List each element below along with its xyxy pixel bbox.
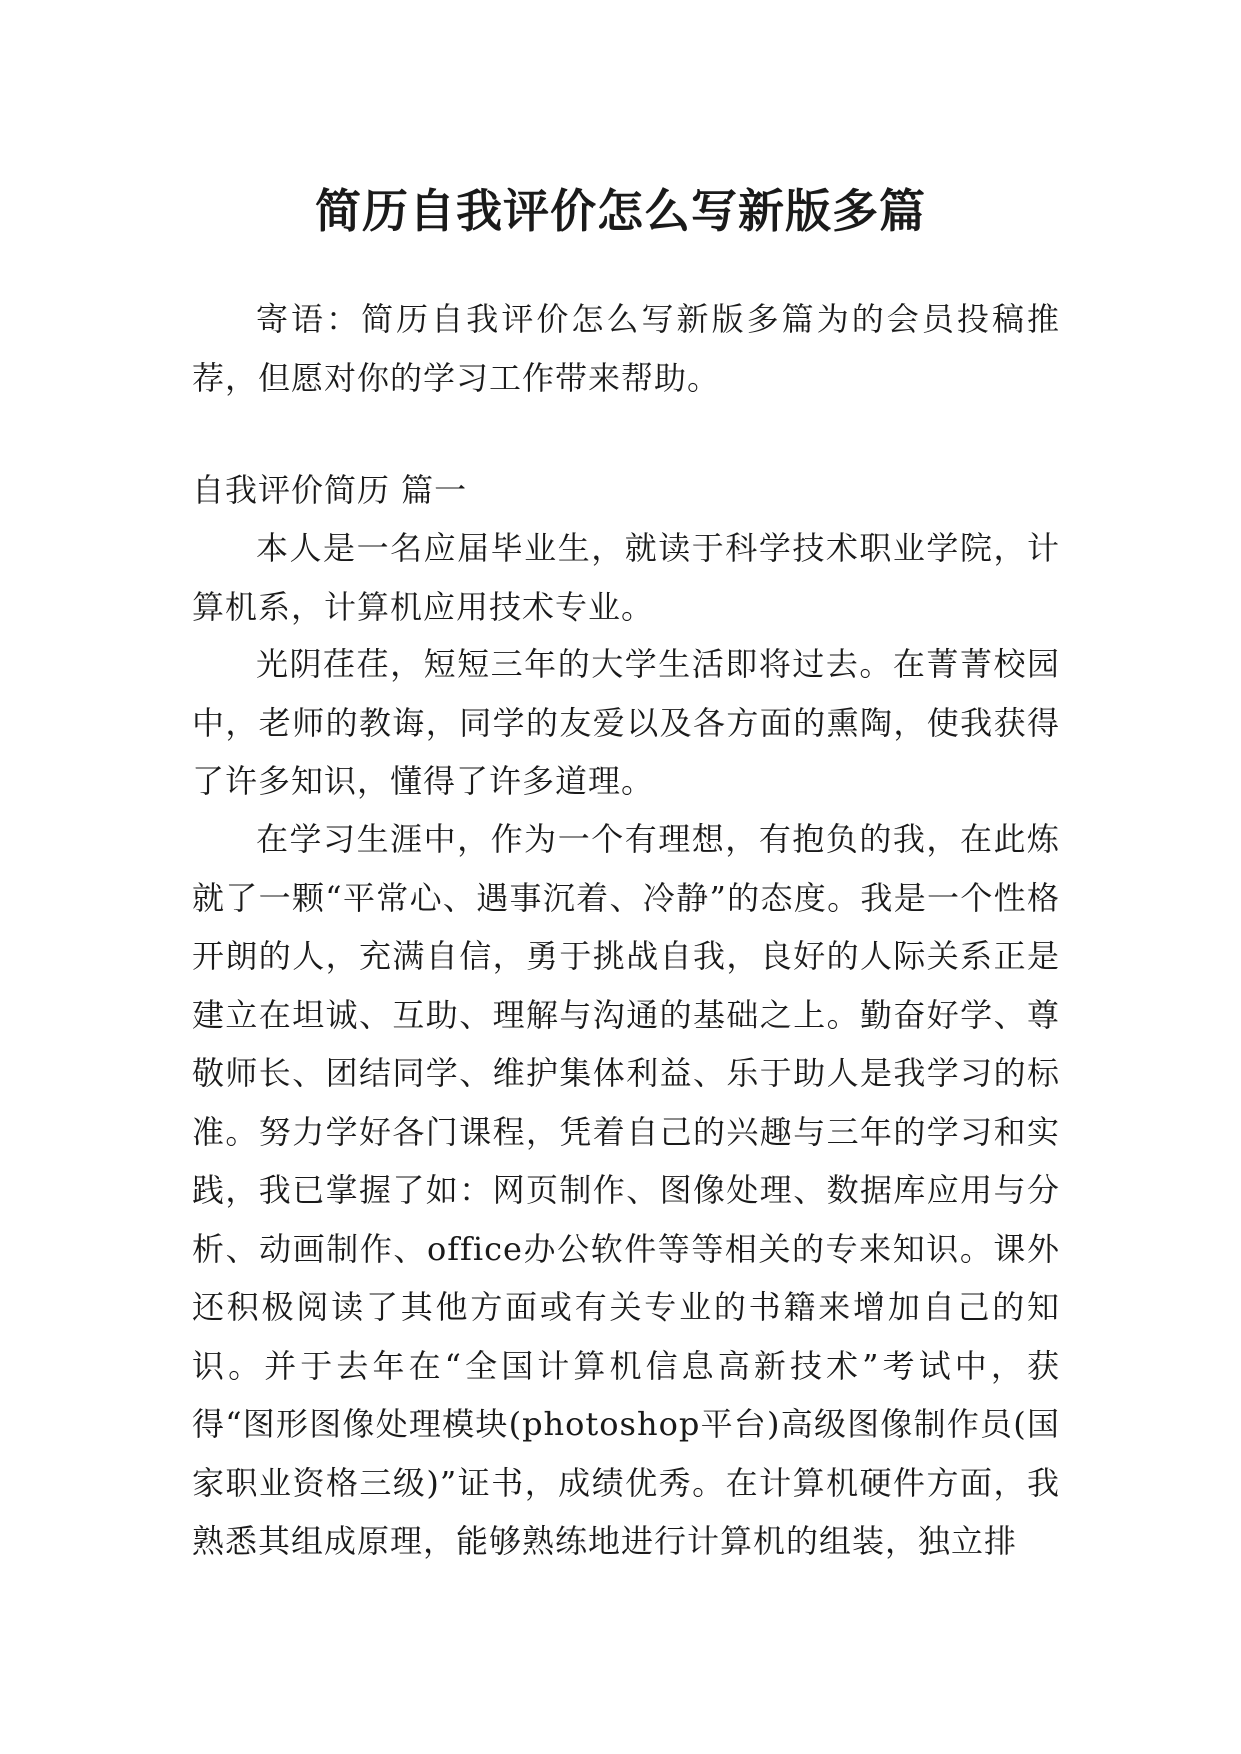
paragraph-2: 光阴荏荏，短短三年的大学生活即将过去。在菁菁校园中，老师的教诲，同学的友爱以及各方面的熏陶，使我获得了许多知识，懂得了许多道理。 xyxy=(192,645,1060,800)
paragraph-1: 本人是一名应届毕业生，就读于科学技术职业学院，计算机系，计算机应用技术专业。 xyxy=(192,529,1060,626)
intro-paragraph: 寄语：简历自我评价怎么写新版多篇为的会员投稿推荐，但愿对你的学习工作带来帮助。 xyxy=(192,300,1060,397)
section-heading: 自我评价简历 篇一 xyxy=(192,471,468,509)
paragraph-3: 在学习生涯中，作为一个有理想，有抱负的我，在此炼就了一颗“平常心、遇事沉着、冷静”的态度。我是一个性格开朗的人，充满自信，勇于挑战自我，良好的人际关系正是建立在坦诚、互助、理解与沟通的基础之上。勤奋好学、尊敬师长、团结同学、维护集体利益、乐于助人是我学习的标准。努力学好各门课程，凭着自己的兴趣与三年的学习和实践，我已掌握了如：网页制作、图像处理、数据库应用与分析、动画制作、office办公软件等等相关的专来知识。课外还积极阅读了其他方面或有关专业的书籍来增加自己的知识。并于去年在“全国计算机信息高新技术”考试中，获得“图形图像处理模块(photoshop平台)高级图像制作员(国家职业资格三级)”证书，成绩优秀。在计算机硬件方面，我熟悉其组成原理，能够熟练地进行计算机的组装，独立排 xyxy=(192,820,1060,1560)
document-title: 简历自我评价怎么写新版多篇 xyxy=(315,183,926,238)
